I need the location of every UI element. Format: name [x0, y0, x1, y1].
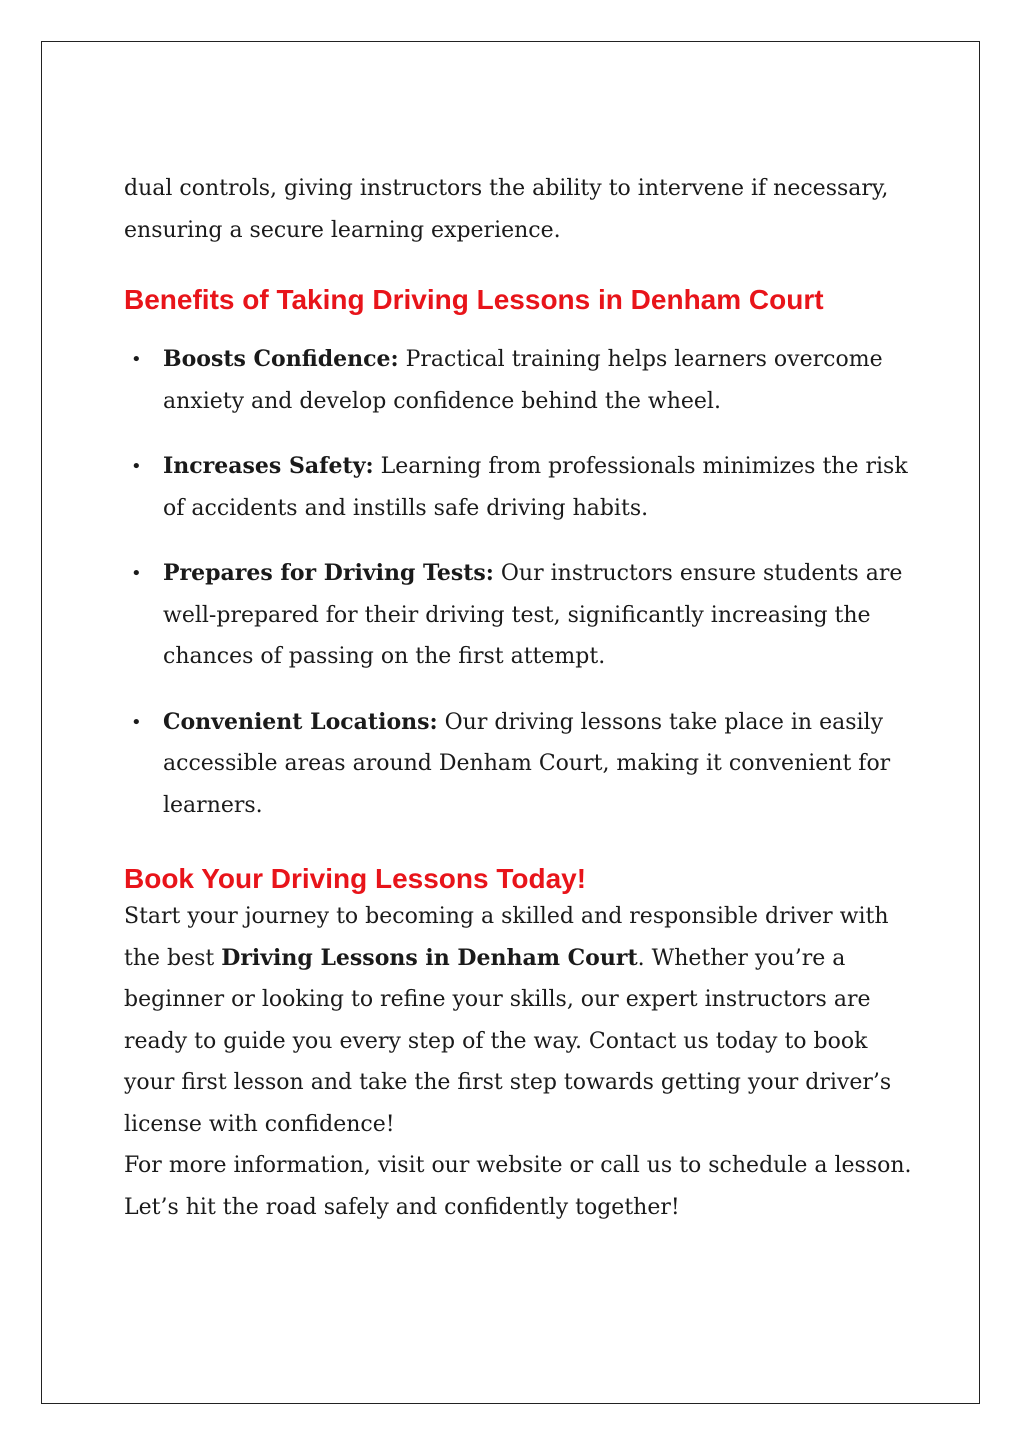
book-heading: Book Your Driving Lessons Today!: [124, 863, 587, 894]
benefit-term: Convenient Locations:: [163, 708, 438, 735]
list-item: [124, 446, 914, 529]
benefit-term: Boosts Confidence:: [163, 346, 399, 372]
bullet-icon: •: [131, 349, 142, 370]
book-paragraph: [124, 896, 914, 1145]
benefit-text: Practical training helps learners overcome anxiety and develop confidence behind the wheel.: [163, 347, 883, 414]
benefit-term: Prepares for Driving Tests:: [163, 560, 494, 586]
list-item: [124, 702, 914, 827]
book-text-start: Start your journey to becoming a skilled and responsible driver with the best: [124, 904, 889, 971]
book-keyword: Driving Lessons in Denham Court: [221, 944, 638, 971]
benefits-list: [124, 339, 914, 826]
bullet-icon: •: [131, 711, 142, 733]
benefits-heading: Benefits of Taking Driving Lessons in Denham Court: [124, 284, 824, 315]
list-item: [124, 553, 914, 678]
book-text-end: . Whether you’re a beginner or looking to refine your skills, our expert instructors are ready to guide you every step of the way. Contact us today to book your first lesson and take the first step towards getting your driver’s license with confidence!: [124, 945, 892, 1137]
benefit-text: Our instructors ensure students are well-prepared for their driving test, significantly increasing the chances of passing on the first attempt.: [163, 561, 903, 669]
benefit-text: Learning from professionals minimizes the risk of accidents and instills safe driving habits.: [163, 454, 908, 521]
bullet-icon: •: [131, 456, 142, 477]
bullet-icon: •: [131, 563, 142, 584]
intro-paragraph: dual controls, giving instructors the ability to intervene if necessary, ensuring a secure learning experience.: [124, 176, 889, 243]
list-item: [124, 339, 914, 422]
document-page: [41, 41, 980, 1404]
benefit-term: Increases Safety:: [163, 453, 374, 479]
benefit-text: Our driving lessons take place in easily accessible areas around Denham Court, making it convenient for learners.: [163, 709, 891, 818]
info-paragraph: For more information, visit our website or call us to schedule a lesson. Let’s hit the road safely and confidently together!: [124, 1153, 912, 1220]
document-content: [124, 168, 914, 1228]
